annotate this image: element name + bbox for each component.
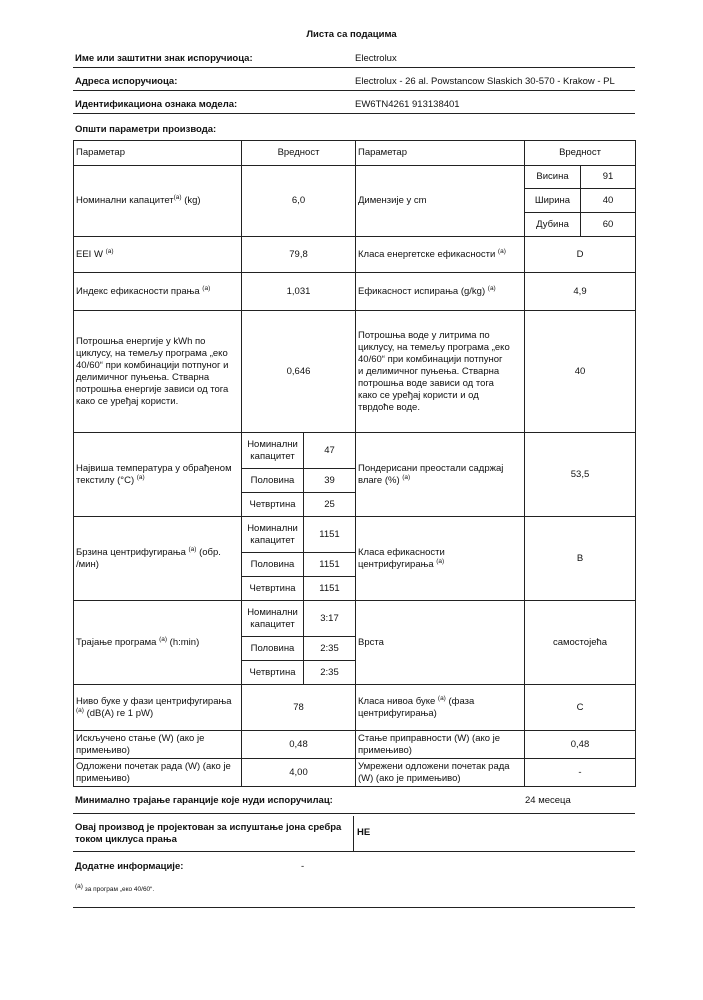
warranty-label: Минимално трајање гаранције које нуди испоручилац: bbox=[75, 795, 333, 806]
eei-label: EEI W $^{(a)}$ bbox=[74, 237, 242, 273]
dimensions-label: Димензије у cm bbox=[356, 166, 525, 237]
eei-value: 79,8 bbox=[242, 237, 356, 273]
load-full-label: Номинални капацитет bbox=[242, 517, 304, 553]
rinse-label: Ефикасност испирања (g/kg) $^{(a)}$ bbox=[356, 273, 525, 311]
param-header-2: Параметар bbox=[356, 141, 525, 166]
duration-half-value: 2:35 bbox=[304, 637, 356, 661]
model-value: EW6TN4261 913138401 bbox=[355, 99, 460, 110]
energy-consumption-value: 0,646 bbox=[242, 311, 356, 433]
capacity-value: 6,0 bbox=[242, 166, 356, 237]
silver-ions-label: Овај производ је пројектован за испуштање јона сребра током циклуса прања bbox=[75, 822, 342, 845]
delay-start-value: 4,00 bbox=[242, 759, 356, 787]
energy-class-value: D bbox=[525, 237, 636, 273]
energy-class-label: Класа енергетске ефикасности $^{(a)}$ bbox=[356, 237, 525, 273]
temperature-label: Највиша температура у обрађеном текстилу (°C) $^{(a)}$ bbox=[74, 433, 242, 517]
spin-half-value: 1151 bbox=[304, 553, 356, 577]
duration-quarter-value: 2:35 bbox=[304, 661, 356, 685]
general-params-label: Општи параметри производа: bbox=[75, 124, 217, 135]
temp-half-value: 39 bbox=[304, 469, 356, 493]
load-quarter-label: Четвртина bbox=[242, 577, 304, 601]
param-header: Параметар bbox=[74, 141, 242, 166]
table-row bbox=[74, 759, 636, 787]
temp-full-value: 47 bbox=[304, 433, 356, 469]
spin-quarter-value: 1151 bbox=[304, 577, 356, 601]
address-value: Electrolux - 26 al. Powstancow Slaskich 30-570 - Krakow - PL bbox=[355, 76, 615, 87]
model-label: Идентификациона ознака модела: bbox=[75, 99, 238, 110]
noise-class-value: C bbox=[525, 685, 636, 731]
parameters-table bbox=[73, 140, 636, 787]
wash-index-label: Индекс ефикасности прања $^{(a)}$ bbox=[74, 273, 242, 311]
height-label: Висина bbox=[525, 166, 581, 189]
address-label: Адреса испоручиоца: bbox=[75, 76, 178, 87]
silver-ions-row bbox=[73, 816, 635, 852]
table-row bbox=[74, 517, 636, 553]
width-value: 40 bbox=[581, 189, 636, 213]
additional-info-label: Додатне информације: bbox=[75, 861, 184, 872]
table-header-row bbox=[74, 141, 636, 166]
standby-label: Стање приправности (W) (ако је примењиво) bbox=[356, 731, 525, 759]
networked-delay-label: Умрежени одложени почетак рада (W) (ако је примењиво) bbox=[356, 759, 525, 787]
warranty-row bbox=[73, 791, 635, 814]
spin-class-value: B bbox=[525, 517, 636, 601]
type-value: самостојећа bbox=[525, 601, 636, 685]
table-row bbox=[74, 433, 636, 469]
table-row bbox=[74, 166, 636, 189]
document-title: Листа са подацима bbox=[306, 29, 397, 40]
table-row bbox=[74, 273, 636, 311]
footnote: $^{(a)}$ за програм „еко 40/60“. bbox=[75, 882, 155, 893]
noise-label: Ниво буке у фази центрифугирања $^{(a)}$ (dB(A) re 1 pW) bbox=[74, 685, 242, 731]
type-label: Врста bbox=[356, 601, 525, 685]
spin-speed-label: Брзина центрифугирања $^{(a)}$ (обр. /мин) bbox=[74, 517, 242, 601]
table-row bbox=[74, 601, 636, 637]
energy-consumption-label: Потрошња енергије у kWh по циклусу, на темељу програма „еко 40/60“ при комбинацији потпуног и делимичног пуњења. Стварна потрошња енергије зависи од тога како се уређај користи. bbox=[74, 311, 242, 433]
value-header-2: Вредност bbox=[525, 141, 636, 166]
table-row bbox=[74, 685, 636, 731]
duration-full-value: 3:17 bbox=[304, 601, 356, 637]
load-quarter-label: Четвртина bbox=[242, 661, 304, 685]
load-full-label: Номинални капацитет bbox=[242, 601, 304, 637]
delay-start-label: Одложени почетак рада (W) (ако је примењиво) bbox=[74, 759, 242, 787]
off-mode-value: 0,48 bbox=[242, 731, 356, 759]
supplier-row bbox=[73, 50, 635, 68]
general-params-row bbox=[73, 119, 635, 139]
water-consumption-label: Потрошња воде у литрима по циклусу, на темељу програма „еко 40/60“ при комбинацији потпуног и делимичног пуњења. Стварна потрошња воде зависи од тога како се уређај користи и од тврдоће воде. bbox=[356, 311, 525, 433]
networked-delay-value: - bbox=[525, 759, 636, 787]
model-row bbox=[73, 96, 635, 114]
spin-class-label: Класа ефикасности центрифугирања $^{(a)}$ bbox=[356, 517, 525, 601]
additional-info-row bbox=[73, 855, 635, 908]
moisture-value: 53,5 bbox=[525, 433, 636, 517]
off-mode-label: Искључено стање (W) (ако је примењиво) bbox=[74, 731, 242, 759]
warranty-value: 24 месеца bbox=[525, 795, 571, 806]
load-full-label: Номинални капацитет bbox=[242, 433, 304, 469]
capacity-label: Номинални капацитет$^{(a)}$ (kg) bbox=[74, 166, 242, 237]
duration-label: Трајање програма $^{(a)}$ (h:min) bbox=[74, 601, 242, 685]
address-row bbox=[73, 73, 635, 91]
water-consumption-value: 40 bbox=[525, 311, 636, 433]
load-half-label: Половина bbox=[242, 637, 304, 661]
spin-full-value: 1151 bbox=[304, 517, 356, 553]
depth-value: 60 bbox=[581, 213, 636, 237]
additional-info-value: - bbox=[301, 861, 305, 872]
noise-class-label: Класа нивоа буке $^{(a)}$ (фаза центрифугирања) bbox=[356, 685, 525, 731]
table-row bbox=[74, 731, 636, 759]
load-quarter-label: Четвртина bbox=[242, 493, 304, 517]
load-half-label: Половина bbox=[242, 469, 304, 493]
table-row bbox=[74, 237, 636, 273]
table-row bbox=[74, 311, 636, 433]
moisture-label: Пондерисани преостали садржај влаге (%) $^{(a)}$ bbox=[356, 433, 525, 517]
temp-quarter-value: 25 bbox=[304, 493, 356, 517]
value-header: Вредност bbox=[242, 141, 356, 166]
wash-index-value: 1,031 bbox=[242, 273, 356, 311]
load-half-label: Половина bbox=[242, 553, 304, 577]
height-value: 91 bbox=[581, 166, 636, 189]
silver-ions-value: НЕ bbox=[357, 827, 371, 838]
noise-value: 78 bbox=[242, 685, 356, 731]
supplier-label: Име или заштитни знак испоручиоца: bbox=[75, 53, 253, 64]
depth-label: Дубина bbox=[525, 213, 581, 237]
width-label: Ширина bbox=[525, 189, 581, 213]
rinse-value: 4,9 bbox=[525, 273, 636, 311]
supplier-value: Electrolux bbox=[355, 53, 397, 64]
standby-value: 0,48 bbox=[525, 731, 636, 759]
